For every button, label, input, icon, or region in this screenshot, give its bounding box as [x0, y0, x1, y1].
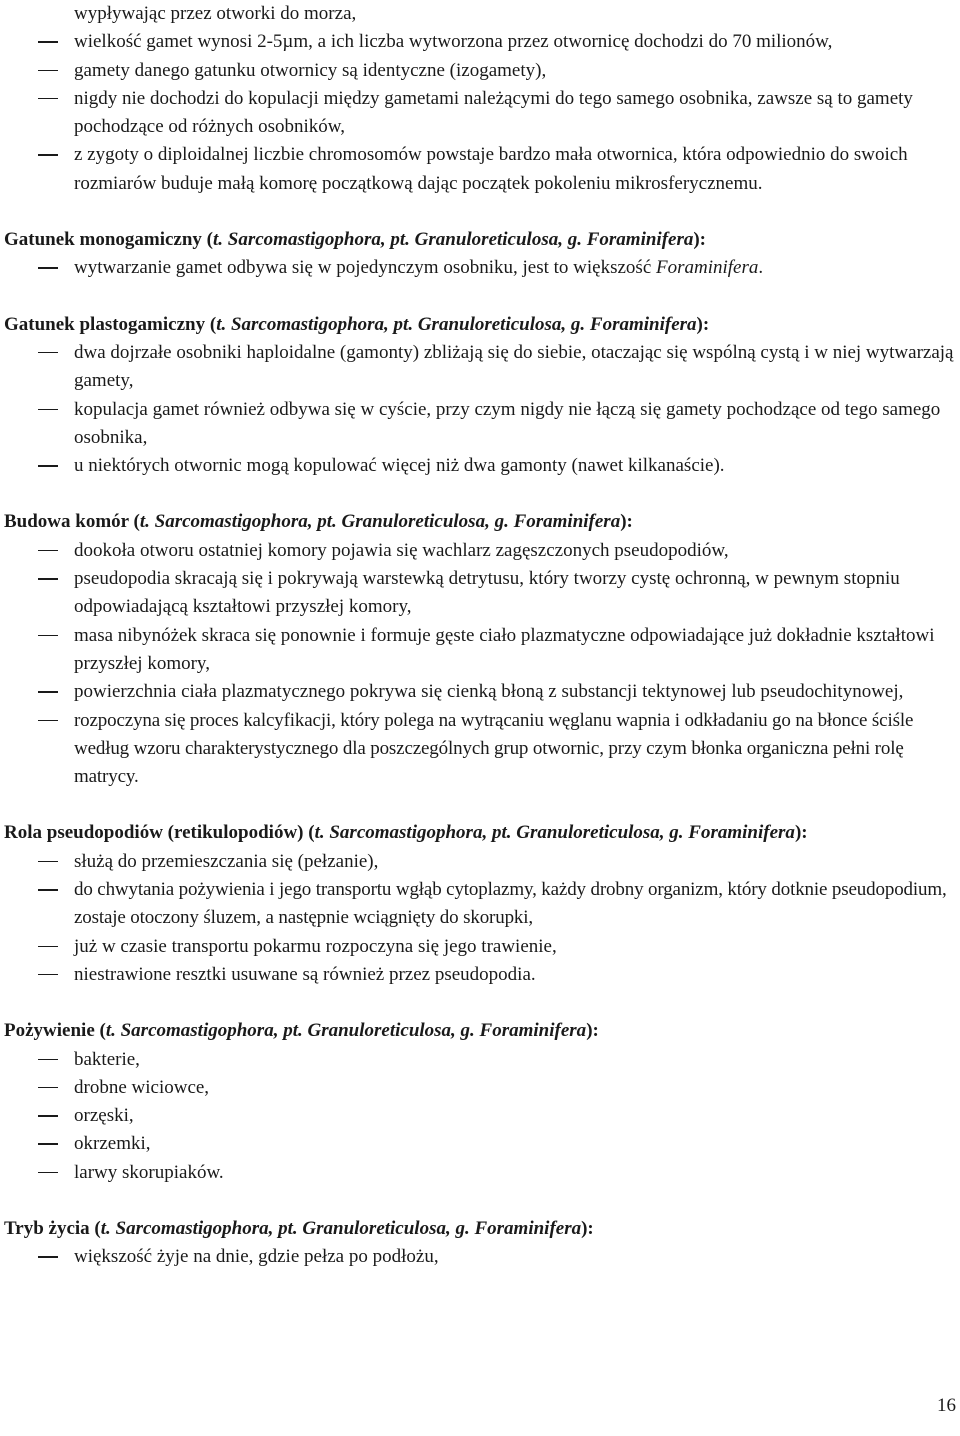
intro-list: [0, 28, 960, 198]
paragraph-continuation: wypływając przez otworki do morza,: [74, 3, 357, 24]
section-food: [0, 1017, 960, 1187]
heading-text: Gatunek plastogamiczny (: [4, 313, 217, 335]
list-item: powierzchnia ciała plazmatycznego pokrywa się cienką błoną z substancji tektynowej lub pseudochitynowej,: [0, 678, 960, 706]
list-item: orzęski,: [0, 1102, 960, 1130]
section-heading: [0, 226, 960, 254]
list-item: pseudopodia skracają się i pokrywają warstewką detrytusu, który tworzy cystę ochronną, w pewnym stopniu odpowiadającą kształtowi przyszłej komory,: [0, 565, 960, 622]
section-pseudopodia-role: [0, 819, 960, 989]
list-item: larwy skorupiaków.: [0, 1159, 960, 1187]
section-list: [0, 848, 960, 989]
genus-name: Foraminifera: [656, 257, 759, 279]
section-list: [0, 1046, 960, 1187]
heading-text: Gatunek monogamiczny (: [4, 229, 213, 251]
heading-end: ):: [794, 822, 808, 844]
list-item: do chwytania pożywienia i jego transportu wgłąb cytoplazmy, każdy drobny organizm, który dotknie pseudopodium, zostaje otoczony śluzem, a następnie wciągnięty do skorupki,: [0, 876, 960, 933]
section-heading: [0, 508, 960, 536]
section-heading: [0, 311, 960, 339]
section-lifestyle: [0, 1215, 960, 1272]
list-item: służą do przemieszczania się (pełzanie),: [0, 848, 960, 876]
list-item: dookoła otworu ostatniej komory pojawia się wachlarz zagęszczonych pseudopodiów,: [0, 537, 960, 565]
heading-taxon: t. Sarcomastigophora, pt. Granuloreticulosa, g. Foraminifera: [216, 313, 697, 335]
heading-taxon: t. Sarcomastigophora, pt. Granuloreticulosa, g. Foraminifera: [100, 1217, 582, 1239]
list-item: u niektórych otwornic mogą kopulować więcej niż dwa gamonty (nawet kilkanaście).: [0, 452, 960, 480]
heading-taxon: t. Sarcomastigophora, pt. Granuloreticulosa, g. Foraminifera: [314, 822, 795, 844]
section-heading: [0, 1017, 960, 1045]
section-list: [0, 537, 960, 792]
list-item: gamety danego gatunku otwornicy są identyczne (izogamety),: [0, 57, 960, 85]
heading-taxon: t. Sarcomastigophora, pt. Granuloreticulosa, g. Foraminifera: [213, 229, 694, 251]
list-item: okrzemki,: [0, 1130, 960, 1158]
list-item: z zygoty o diploidalnej liczbie chromosomów powstaje bardzo mała otwornica, która odpowiednio do swoich rozmiarów buduje małą komorę początkową dając początek pokoleniu mikrosferycznemu.: [0, 141, 960, 198]
list-item: kopulacja gamet również odbywa się w cyście, przy czym nigdy nie łączą się gamety pochodzące od tego samego osobnika,: [0, 396, 960, 453]
section-chamber-structure: [0, 508, 960, 791]
list-item: nigdy nie dochodzi do kopulacji między gametami należącymi do tego samego osobnika, zawsze są to gamety pochodzące od różnych osobników,: [0, 85, 960, 142]
heading-end: ):: [696, 313, 710, 335]
section-monogamic: [0, 226, 960, 283]
list-item: bakterie,: [0, 1046, 960, 1074]
section-heading: [0, 1215, 960, 1243]
section-list: [0, 254, 960, 282]
list-item: drobne wiciowce,: [0, 1074, 960, 1102]
list-item: rozpoczyna się proces kalcyfikacji, który polega na wytrącaniu węglanu wapnia i odkładaniu go na błonce ściśle według wzoru charakterystycznego dla poszczególnych grup otwornic, przy czym błonka organiczna pełni rolę matrycy.: [0, 707, 960, 792]
heading-text: Rola pseudopodiów (retikulopodiów) (: [4, 822, 315, 844]
list-item: wielkość gamet wynosi 2-5µm, a ich liczba wytworzona przez otwornicę dochodzi do 70 milionów,: [0, 28, 960, 56]
heading-text: Pożywienie (: [4, 1020, 106, 1042]
heading-text: Budowa komór (: [4, 511, 140, 533]
heading-text: Tryb życia (: [4, 1217, 101, 1239]
heading-end: ):: [693, 229, 707, 251]
heading-end: ):: [586, 1020, 599, 1042]
section-plastogamic: [0, 311, 960, 481]
section-list: [0, 1243, 960, 1271]
list-item: dwa dojrzałe osobniki haploidalne (gamonty) zbliżają się do siebie, otaczając się wspólną cystą i w niej wytwarzają gamety,: [0, 339, 960, 396]
list-item: większość żyje na dnie, gdzie pełza po podłożu,: [0, 1243, 960, 1271]
list-item: już w czasie transportu pokarmu rozpoczyna się jego trawienie,: [0, 933, 960, 961]
section-heading: [0, 819, 960, 847]
heading-end: ):: [620, 511, 633, 533]
heading-taxon: t. Sarcomastigophora, pt. Granuloreticulosa, g. Foraminifera: [105, 1020, 587, 1042]
list-item: masa nibynóżek skraca się ponownie i formuje gęste ciało plazmatyczne odpowiadające już dokładnie kształtowi przyszłej komory,: [0, 622, 960, 679]
heading-end: ):: [581, 1217, 594, 1239]
section-list: [0, 339, 960, 480]
heading-taxon: t. Sarcomastigophora, pt. Granuloreticulosa, g. Foraminifera: [139, 511, 621, 533]
page-number: 16: [937, 1395, 956, 1416]
list-item: wytwarzanie gamet odbywa się w pojedynczym osobniku, jest to większość Foraminifera.: [0, 254, 960, 282]
list-item: niestrawione resztki usuwane są również przez pseudopodia.: [0, 961, 960, 989]
